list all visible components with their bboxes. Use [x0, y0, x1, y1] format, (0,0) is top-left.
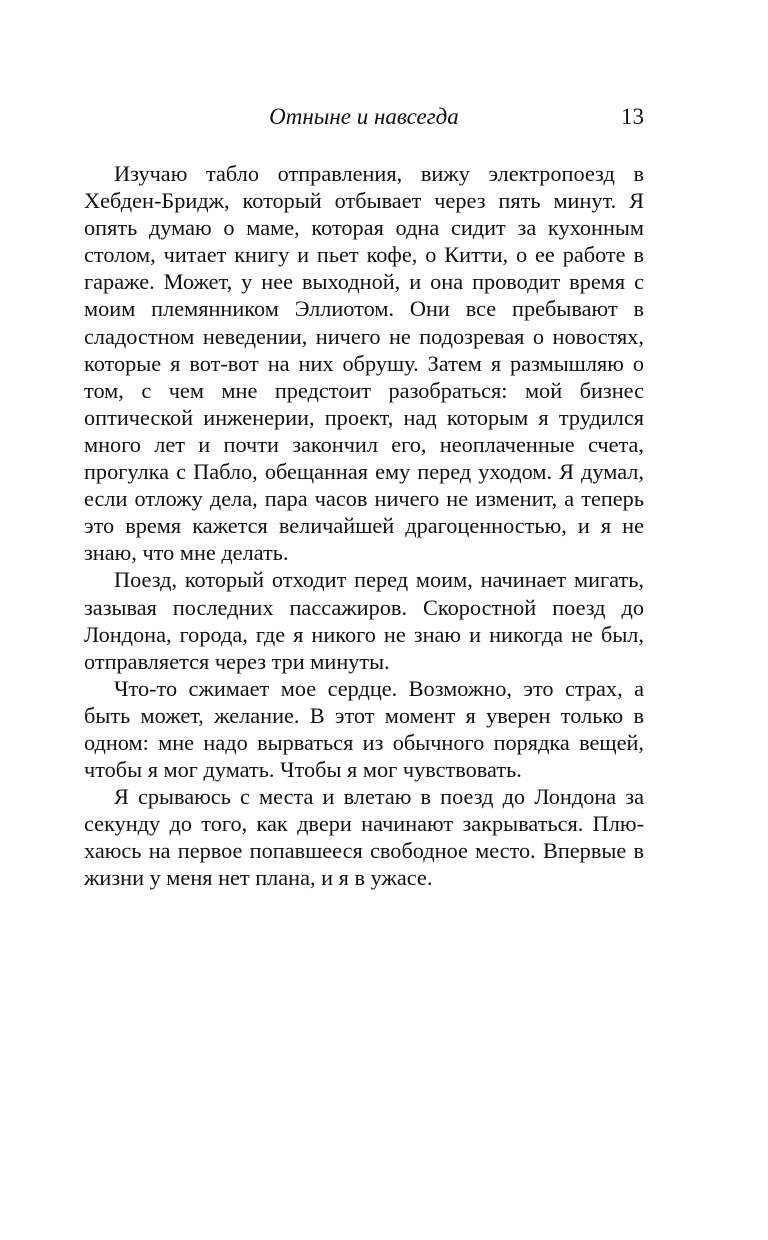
running-header: [84, 102, 644, 132]
body-text: [84, 160, 644, 892]
paragraph: Я срываюсь с места и влетаю в поезд до Лондона за секунду до того, как двери начинают закрываться. Плюхаюсь на первое попавшееся свободное место. Впервые в жизни у меня нет плана, и я в ужасе.: [84, 784, 644, 891]
page-number: 13: [621, 104, 644, 129]
book-title: Отныне и навсегда: [269, 104, 459, 129]
paragraph: Изучаю табло отправления, вижу электропоезд в Хебден-Бридж, который отбывает через пять минут. Я опять думаю о маме, которая одна сидит за кухонным столом, читает книгу и пьет кофе, о Китти, о ее работе в гараже. Может, у нее выходной, и она проводит время с моим племянником Эллиотом. Они все пребывают в сладостном неведении, ничего не подозревая о новостях, которые я вот-вот на них обрушу. Затем я размышляю о том, с чем мне предстоит разобраться: мой бизнес оптической инженерии, проект, над которым я трудился много лет и почти закончил его, неоплаченные счета, прогулка с Пабло, обещанная ему перед уходом. Я думал, если отложу дела, пара часов ничего не изменит, а теперь это время кажется величайшей драгоценностью, и я не знаю, что мне делать.: [84, 161, 644, 566]
paragraph: Что-то сжимает мое сердце. Возможно, это страх, а быть может, желание. В этот момент я уверен только в одном: мне надо вырваться из обычного порядка вещей, чтобы я мог думать. Чтобы я мог чувствовать.: [84, 675, 644, 783]
paragraph: Поезд, который отходит перед моим, начинает мигать, зазывая последних пассажиров. Скоростной поезд до Лондона, города, где я никого не знаю и никогда не был, отправляется через три минуты.: [84, 567, 644, 674]
